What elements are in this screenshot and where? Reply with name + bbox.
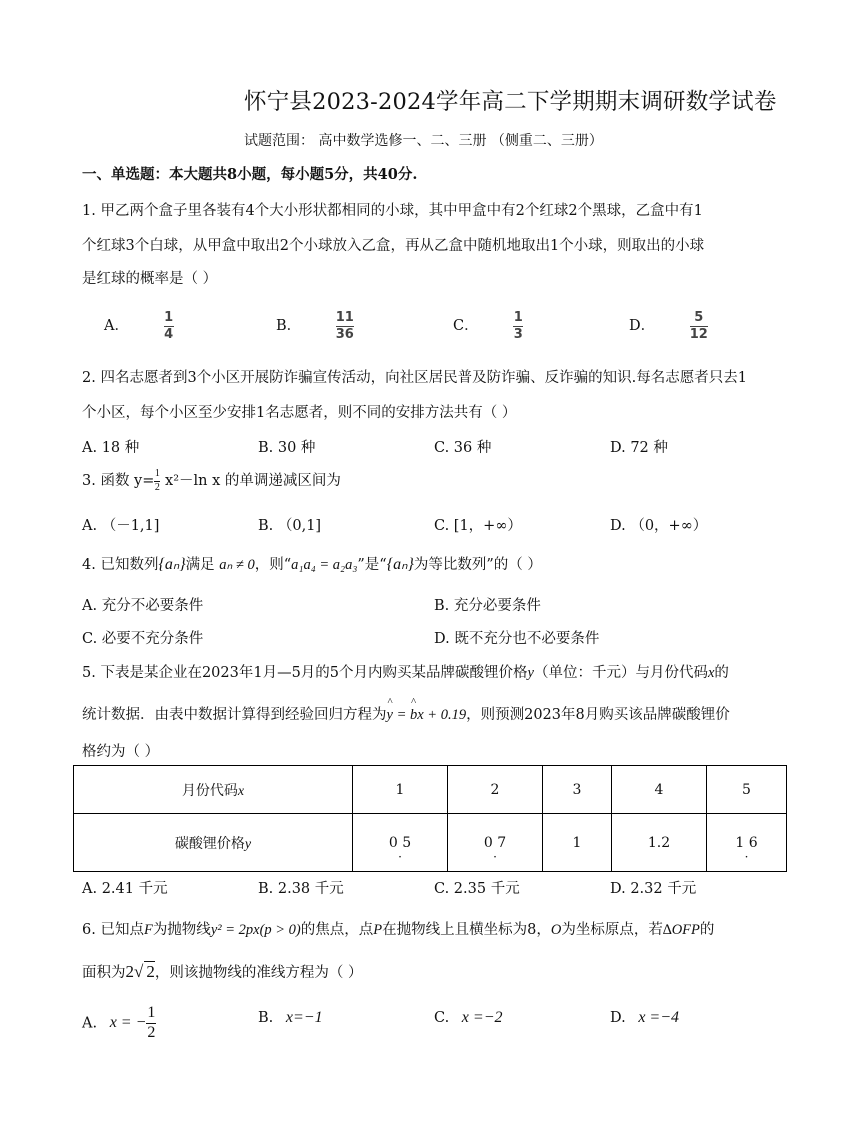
q2-line1: 2. 四名志愿者到3个小区开展防诈骗宣传活动，向社区居民普及防诈骗、反诈骗的知识.每名志愿者只去1 [82, 370, 747, 386]
q6-line2: 面积为2√ 2，则该抛物线的准线方程为（ ） [82, 962, 363, 981]
table-cell: 5 [707, 766, 787, 814]
table-cell: 1 [353, 766, 448, 814]
q6-option-c[interactable]: C. x =−2 [434, 1009, 503, 1026]
table-cell: 1.2 [612, 814, 707, 872]
table-cell: 2 [448, 766, 543, 814]
fraction: $\frac{1}{3}$ [513, 310, 523, 342]
fraction: $\frac{1}{2}$ [154, 468, 160, 493]
exam-title: 怀宁县2023-2024学年高二下学期期末调研数学试卷 [244, 89, 777, 115]
option-label: C． [453, 318, 479, 335]
table-row [74, 766, 787, 814]
q4-option-c[interactable]: C. 必要不充分条件 [82, 631, 204, 647]
q4-option-d[interactable]: D. 既不充分也不必要条件 [434, 631, 600, 647]
q2-option-b[interactable]: B. 30 种 [258, 440, 316, 456]
fraction: $\frac{1}{2}$ [147, 1004, 156, 1041]
q3-option-b[interactable]: B. （0,1] [258, 518, 322, 534]
data-table [73, 765, 787, 872]
table-row [74, 814, 787, 872]
table-cell: 1 6 · [707, 814, 787, 872]
q2-option-a[interactable]: A. 18 种 [82, 440, 140, 456]
q1-option-b[interactable] [276, 311, 354, 341]
section-heading: 一、单选题：本大题共8小题，每小题5分，共40分. [82, 166, 418, 183]
q5-line3: 格约为（ ） [82, 744, 160, 760]
table-header-cell: 月份代码x [74, 766, 353, 814]
regression-equation: ^ y = ^ bx + 0.19 [387, 707, 467, 723]
table-cell: 4 [612, 766, 707, 814]
table-cell: 3 [543, 766, 612, 814]
q1-line1: 1. 甲乙两个盒子里各装有4个大小形状都相同的小球，其中甲盒中有2个红球2个黑球，乙盒中有1 [82, 203, 703, 219]
q5-option-b[interactable]: B. 2.38 千元 [258, 881, 344, 897]
exam-scope: 试题范围： 高中数学选修一、二、三册 （侧重二、三册） [244, 133, 603, 149]
fraction: $\frac{5}{12}$ [689, 310, 708, 342]
q1-option-d[interactable] [629, 311, 708, 341]
table-cell: 1 [543, 814, 612, 872]
option-label: D． [629, 318, 656, 335]
q1-line2: 个红球3个白球，从甲盒中取出2个小球放入乙盒，再从乙盒中随机地取出1个小球，则取出的小球 [82, 238, 705, 254]
q3-stem: 3. 函数 y= $\frac{1}{2}$ x²－ln x 的单调递减区间为 [82, 468, 341, 493]
q1-option-a[interactable] [104, 311, 174, 341]
fraction: $\frac{11}{36}$ [335, 310, 354, 342]
q6-option-d[interactable]: D. x =−4 [610, 1009, 680, 1026]
q2-line2: 个小区，每个小区至少安排1名志愿者，则不同的安排方法共有（ ） [82, 405, 517, 421]
fraction: $\frac{1}{4}$ [164, 310, 174, 342]
option-label: B． [276, 318, 302, 335]
q6-line1: 6. 已知点F为抛物线y² = 2px(p > 0)的焦点，点P在抛物线上且横坐标为8，O为坐标原点，若∆OFP的 [82, 922, 715, 938]
q3-option-a[interactable]: A. （－1,1] [82, 518, 160, 534]
q1-line3: 是红球的概率是（ ） [82, 271, 218, 287]
q4-option-a[interactable]: A. 充分不必要条件 [82, 598, 204, 614]
area-value: 2√ 2 [125, 962, 155, 981]
q3-option-c[interactable]: C. [1，+∞） [434, 518, 522, 534]
table-cell: 0 7 · [448, 814, 543, 872]
q3-option-d[interactable]: D. （0，+∞） [610, 518, 708, 534]
q4-option-b[interactable]: B. 充分必要条件 [434, 598, 541, 614]
table-cell: 0 5 · [353, 814, 448, 872]
table-header-cell: 碳酸锂价格y [74, 814, 353, 872]
q6-option-b[interactable]: B. x=−1 [258, 1009, 323, 1026]
q5-line1: 5. 下表是某企业在2023年1月—5月的5个月内购买某品牌碳酸锂价格y（单位：千元）与月份代码x的 [82, 665, 729, 681]
q5-option-a[interactable]: A. 2.41 千元 [82, 881, 168, 897]
q5-option-d[interactable]: D. 2.32 千元 [610, 881, 697, 897]
q5-line2: 统计数据．由表中数据计算得到经验回归方程为^ y = ^ bx + 0.19，则预测2023年8月购买该品牌碳酸锂价 [82, 703, 730, 724]
q5-option-c[interactable]: C. 2.35 千元 [434, 881, 520, 897]
q6-option-a[interactable]: A. x = − $\frac{1}{2}$ [82, 1004, 156, 1041]
option-label: A． [104, 318, 129, 335]
q4-stem: 4. 已知数列{aₙ}满足 aₙ ≠ 0，则“a₁a₄ = a₂a₃”是“{aₙ}为等比数列”的（ ） [82, 556, 542, 573]
q1-option-c[interactable] [453, 311, 523, 341]
q2-option-d[interactable]: D. 72 种 [610, 440, 668, 456]
q2-option-c[interactable]: C. 36 种 [434, 440, 492, 456]
